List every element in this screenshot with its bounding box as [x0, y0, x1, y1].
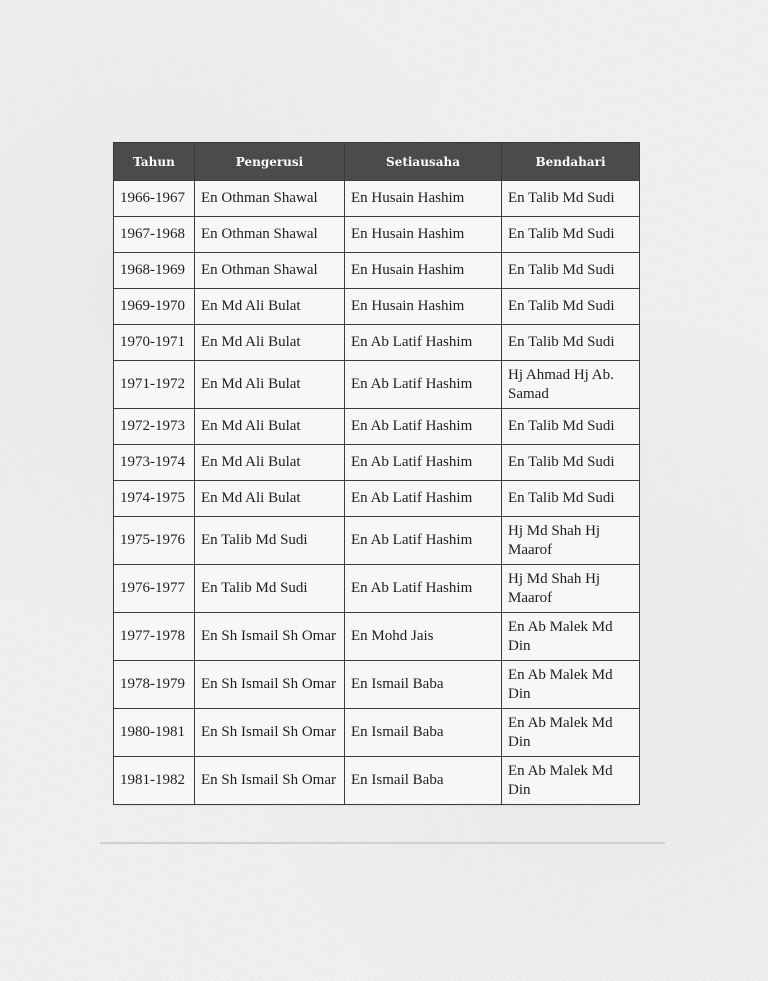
cell-year: 1973-1974	[114, 445, 195, 481]
cell-secretary: En Ab Latif Hashim	[345, 445, 502, 481]
table-header	[114, 143, 640, 181]
table-body	[114, 181, 640, 805]
committee-table-grid	[113, 142, 640, 805]
cell-secretary: En Ismail Baba	[345, 757, 502, 805]
cell-treasurer: En Talib Md Sudi	[502, 253, 640, 289]
cell-treasurer: Hj Ahmad Hj Ab. Samad	[502, 361, 640, 409]
cell-treasurer: Hj Md Shah Hj Maarof	[502, 565, 640, 613]
cell-secretary: En Husain Hashim	[345, 289, 502, 325]
table-row	[114, 217, 640, 253]
cell-chair: En Othman Shawal	[195, 253, 345, 289]
cell-treasurer: En Talib Md Sudi	[502, 289, 640, 325]
table-row	[114, 565, 640, 613]
table-row	[114, 709, 640, 757]
cell-chair: En Md Ali Bulat	[195, 445, 345, 481]
cell-year: 1978-1979	[114, 661, 195, 709]
header-row	[114, 143, 640, 181]
cell-secretary: En Husain Hashim	[345, 253, 502, 289]
table-row	[114, 181, 640, 217]
cell-year: 1970-1971	[114, 325, 195, 361]
cell-treasurer: En Talib Md Sudi	[502, 409, 640, 445]
cell-chair: En Md Ali Bulat	[195, 325, 345, 361]
cell-year: 1971-1972	[114, 361, 195, 409]
cell-chair: En Talib Md Sudi	[195, 517, 345, 565]
cell-treasurer: Hj Md Shah Hj Maarof	[502, 517, 640, 565]
cell-year: 1969-1970	[114, 289, 195, 325]
cell-chair: En Sh Ismail Sh Omar	[195, 709, 345, 757]
cell-secretary: En Ab Latif Hashim	[345, 361, 502, 409]
cell-year: 1967-1968	[114, 217, 195, 253]
cell-chair: En Sh Ismail Sh Omar	[195, 661, 345, 709]
table-row	[114, 661, 640, 709]
table-row	[114, 253, 640, 289]
cell-chair: En Md Ali Bulat	[195, 409, 345, 445]
header-pengerusi: Pengerusi	[195, 143, 345, 181]
header-bendahari: Bendahari	[502, 143, 640, 181]
cell-treasurer: En Ab Malek Md Din	[502, 613, 640, 661]
table-row	[114, 289, 640, 325]
table-row	[114, 325, 640, 361]
cell-year: 1972-1973	[114, 409, 195, 445]
cell-secretary: En Ismail Baba	[345, 709, 502, 757]
cell-secretary: En Ismail Baba	[345, 661, 502, 709]
header-setiausaha: Setiausaha	[345, 143, 502, 181]
committee-table	[113, 142, 639, 805]
table-row	[114, 613, 640, 661]
cell-year: 1975-1976	[114, 517, 195, 565]
cell-chair: En Sh Ismail Sh Omar	[195, 613, 345, 661]
cell-chair: En Md Ali Bulat	[195, 289, 345, 325]
horizontal-divider	[100, 842, 665, 844]
cell-secretary: En Mohd Jais	[345, 613, 502, 661]
table-row	[114, 757, 640, 805]
cell-secretary: En Ab Latif Hashim	[345, 481, 502, 517]
cell-secretary: En Ab Latif Hashim	[345, 517, 502, 565]
cell-chair: En Md Ali Bulat	[195, 361, 345, 409]
cell-year: 1977-1978	[114, 613, 195, 661]
cell-year: 1981-1982	[114, 757, 195, 805]
cell-year: 1966-1967	[114, 181, 195, 217]
cell-treasurer: En Talib Md Sudi	[502, 481, 640, 517]
cell-chair: En Md Ali Bulat	[195, 481, 345, 517]
table-row	[114, 361, 640, 409]
cell-treasurer: En Talib Md Sudi	[502, 181, 640, 217]
cell-secretary: En Ab Latif Hashim	[345, 565, 502, 613]
cell-secretary: En Ab Latif Hashim	[345, 409, 502, 445]
cell-year: 1980-1981	[114, 709, 195, 757]
table-row	[114, 517, 640, 565]
table-row	[114, 409, 640, 445]
cell-secretary: En Husain Hashim	[345, 217, 502, 253]
header-tahun: Tahun	[114, 143, 195, 181]
cell-secretary: En Husain Hashim	[345, 181, 502, 217]
cell-chair: En Talib Md Sudi	[195, 565, 345, 613]
cell-year: 1974-1975	[114, 481, 195, 517]
table-row	[114, 481, 640, 517]
cell-chair: En Othman Shawal	[195, 217, 345, 253]
cell-treasurer: En Ab Malek Md Din	[502, 661, 640, 709]
cell-secretary: En Ab Latif Hashim	[345, 325, 502, 361]
cell-year: 1968-1969	[114, 253, 195, 289]
cell-year: 1976-1977	[114, 565, 195, 613]
cell-treasurer: En Talib Md Sudi	[502, 217, 640, 253]
cell-treasurer: En Talib Md Sudi	[502, 445, 640, 481]
cell-treasurer: En Talib Md Sudi	[502, 325, 640, 361]
cell-chair: En Sh Ismail Sh Omar	[195, 757, 345, 805]
cell-treasurer: En Ab Malek Md Din	[502, 709, 640, 757]
table-row	[114, 445, 640, 481]
cell-treasurer: En Ab Malek Md Din	[502, 757, 640, 805]
cell-chair: En Othman Shawal	[195, 181, 345, 217]
